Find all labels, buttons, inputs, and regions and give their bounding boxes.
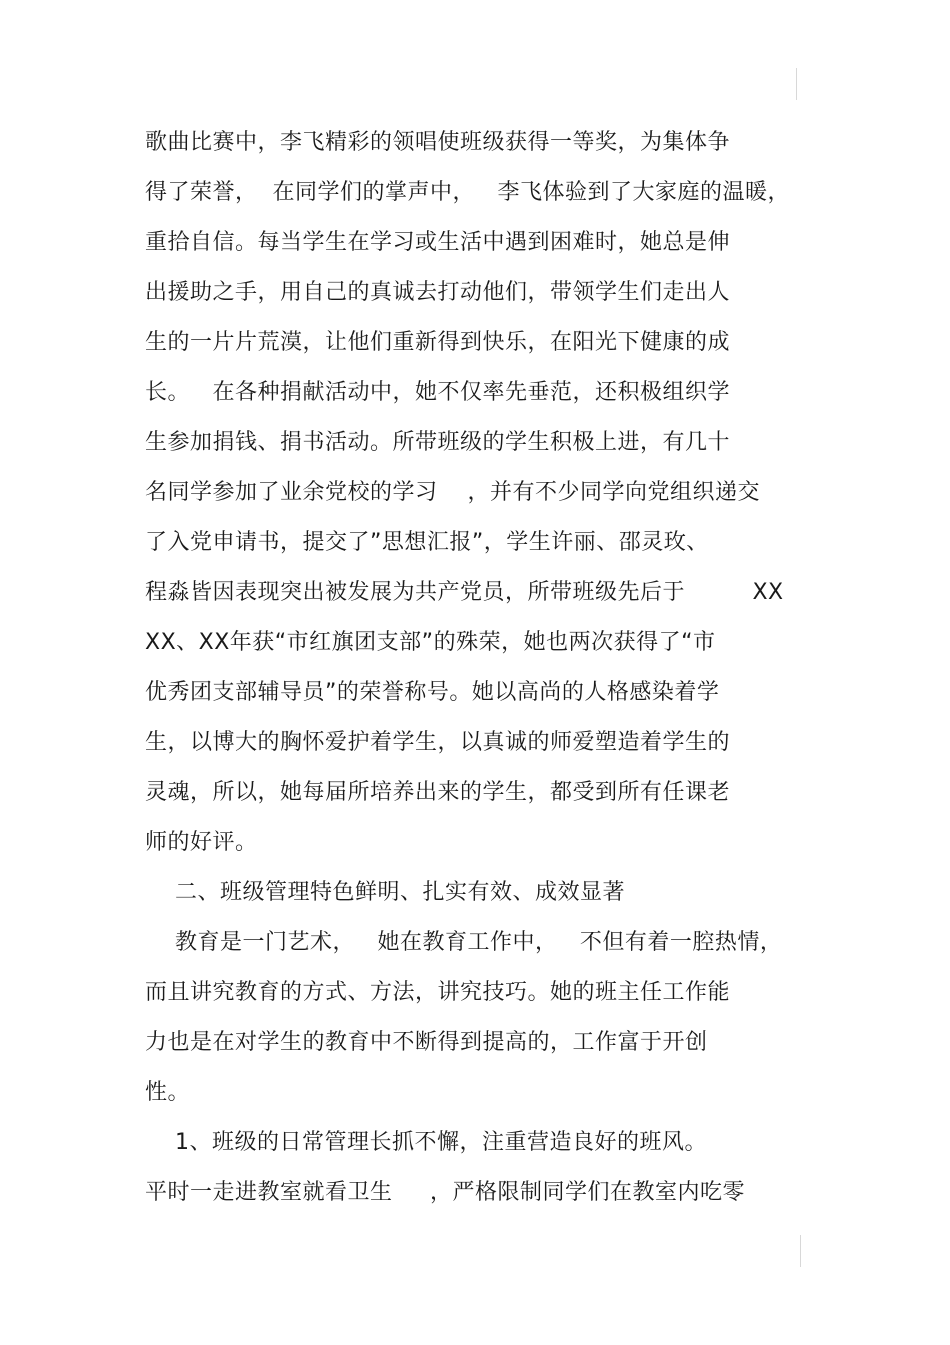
text-line: 力也是在对学生的教育中不断得到提高的，工作富于开创 (145, 1030, 708, 1055)
margin-mark-top (796, 68, 797, 100)
text-line: 教育是一门艺术， 她在教育工作中， 不但有着一腔热情， (145, 930, 783, 955)
text-line: 长。 在各种捐献活动中，她不仅率先垂范，还积极组织学 (145, 380, 730, 405)
text-line: 了入党申请书，提交了”思想汇报”，学生许丽、邵灵玫、 (145, 530, 709, 555)
text-line: 出援助之手，用自己的真诚去打动他们，带领学生们走出人 (145, 280, 731, 305)
margin-mark-bottom (800, 1235, 801, 1267)
text-line: 性。 (145, 1080, 191, 1105)
text-line: 歌曲比赛中，李飞精彩的领唱使班级获得一等奖，为集体争 (145, 130, 731, 155)
text-line: 生，以博大的胸怀爱护着学生，以真诚的师爱塑造着学生的 (145, 730, 731, 755)
text-line: 程淼皆因表现突出被发展为共产党员，所带班级先后于 XX (145, 580, 784, 605)
text-line: 生的一片片荒漠，让他们重新得到快乐，在阳光下健康的成 (145, 330, 731, 355)
text-line: 1、班级的日常管理长抓不懈，注重营造良好的班风。 (145, 1130, 707, 1155)
text-line: 优秀团支部辅导员”的荣誉称号。她以高尚的人格感染着学 (145, 680, 720, 705)
text-line: 名同学参加了业余党校的学习 ，并有不少同学向党组织递交 (145, 480, 760, 505)
section-heading: 二、班级管理特色鲜明、扎实有效、成效显著 (145, 880, 625, 905)
text-line: 得了荣誉， 在同学们的掌声中， 李飞体验到了大家庭的温暖， (145, 180, 790, 205)
text-line: 重拾自信。每当学生在学习或生活中遇到困难时，她总是伸 (145, 230, 731, 255)
text-line: 灵魂，所以，她每届所培养出来的学生，都受到所有任课老 (145, 780, 731, 805)
text-line: 生参加捐钱、捐书活动。所带班级的学生积极上进，有几十 (145, 430, 731, 455)
text-line: XX、XX年获“市红旗团支部”的殊荣，她也两次获得了“市 (145, 630, 716, 655)
text-line: 师的好评。 (145, 830, 258, 855)
text-line: 平时一走进教室就看卫生 ，严格限制同学们在教室内吃零 (145, 1180, 745, 1205)
text-line: 而且讲究教育的方式、方法，讲究技巧。她的班主任工作能 (145, 980, 731, 1005)
